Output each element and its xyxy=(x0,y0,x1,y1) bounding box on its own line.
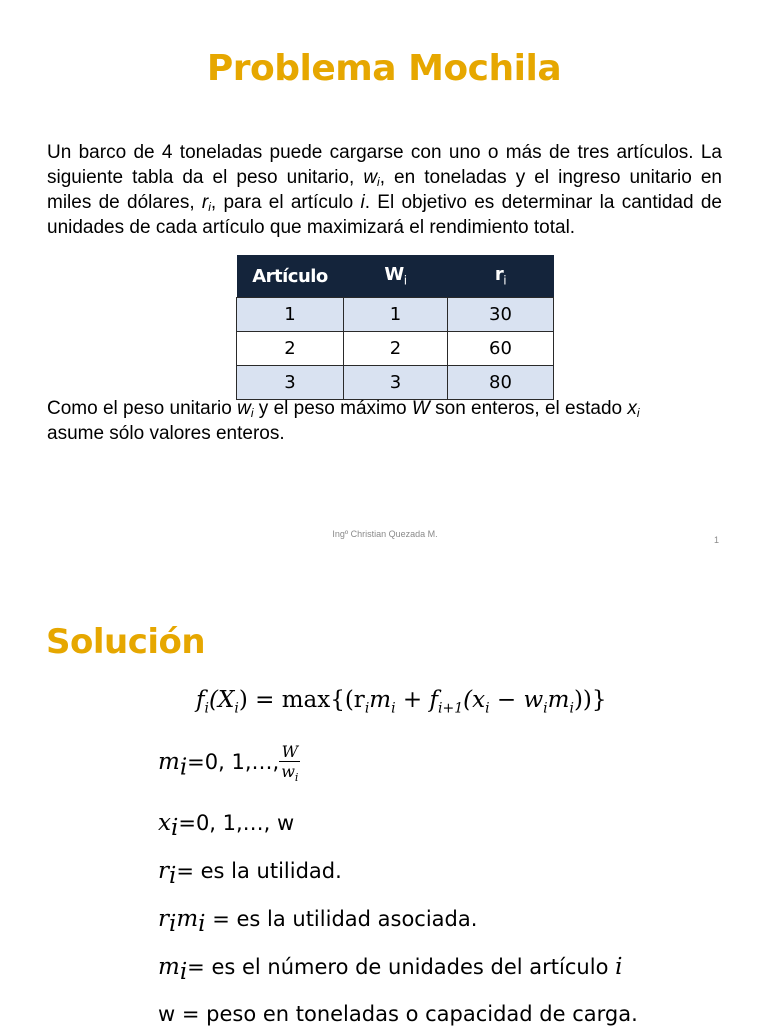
text: =0, 1,…, xyxy=(187,750,280,775)
text: = es el número de unidades del artículo xyxy=(187,955,616,979)
var: m xyxy=(158,954,180,980)
header-r xyxy=(448,255,554,298)
var: x xyxy=(627,398,637,419)
math-sub: i+1 xyxy=(438,700,464,717)
var-sub: i xyxy=(208,200,211,214)
var-sub: i xyxy=(377,175,380,189)
var-sub: i xyxy=(179,754,188,781)
var: w xyxy=(363,167,378,188)
slide-title: Problema Mochila xyxy=(206,48,562,89)
math-arg: (x xyxy=(463,687,486,713)
table-row xyxy=(237,366,554,400)
math-m: m xyxy=(547,687,570,713)
var: x xyxy=(158,810,171,836)
math-sub: i xyxy=(543,700,548,717)
text: Como el peso unitario xyxy=(47,398,238,419)
slide-gap xyxy=(0,560,768,592)
header-label: Artículo xyxy=(252,265,328,287)
var: i xyxy=(615,954,623,980)
math-close: ))} xyxy=(573,687,607,713)
math-f: f xyxy=(196,687,205,713)
var-sub: i xyxy=(169,863,177,890)
slide-2 xyxy=(0,592,768,1024)
var-sub: i xyxy=(294,771,299,785)
items-table xyxy=(236,255,554,400)
table-cell: 2 xyxy=(237,332,344,366)
fraction-num: W xyxy=(279,742,300,762)
text: Un barco de 4 toneladas puede cargarse con uno o más de tres artículos. La siguiente tabla da el peso unitario, xyxy=(47,142,722,188)
def-m-range xyxy=(158,742,300,784)
table-cell: 60 xyxy=(448,332,554,366)
def-r xyxy=(158,858,342,889)
var-sub: i xyxy=(198,911,206,938)
table-cell: 80 xyxy=(448,366,554,400)
slide-title: Solución xyxy=(46,622,206,662)
math-sub: i xyxy=(569,700,574,717)
def-rm xyxy=(158,906,477,937)
recurrence-formula xyxy=(196,687,607,717)
var: i xyxy=(360,192,365,213)
math-arg: (X xyxy=(209,687,235,713)
var-sub: i xyxy=(250,406,254,420)
table-cell: 1 xyxy=(237,298,344,332)
math-m: m xyxy=(369,687,392,713)
var: m xyxy=(158,749,180,776)
var: W xyxy=(411,398,430,419)
var-sub: i xyxy=(169,911,177,938)
table-cell: 3 xyxy=(344,366,448,400)
text: =0, 1,…, w xyxy=(178,811,295,835)
table-row xyxy=(237,332,554,366)
text: asume sólo valores enteros. xyxy=(47,423,285,444)
var: r xyxy=(201,192,209,213)
var-sub: i xyxy=(170,815,179,842)
def-x-range xyxy=(158,810,294,841)
math-plus: + f xyxy=(395,687,438,713)
fraction xyxy=(279,742,300,784)
math-eq: ) = max{(r xyxy=(238,687,365,713)
text: , en toneladas y el ingreso unitario en miles de dólares, xyxy=(47,167,722,213)
math-sub: i xyxy=(204,700,209,717)
problem-paragraph xyxy=(47,140,722,240)
var: w xyxy=(281,762,295,781)
math-sub: i xyxy=(234,700,239,717)
var: w xyxy=(237,398,251,419)
table-cell: 30 xyxy=(448,298,554,332)
header-label: r xyxy=(494,264,504,286)
fraction-den xyxy=(279,762,300,784)
text: , para el artículo xyxy=(210,192,361,213)
header-label: W xyxy=(384,264,404,286)
text: . El objetivo es determinar la cantidad de unidades de cada artículo que maximizará el rendimiento total. xyxy=(47,192,722,238)
text: son enteros, el estado xyxy=(429,398,628,419)
var: r xyxy=(158,858,169,884)
math-minus: − w xyxy=(489,687,544,713)
text: y el peso máximo xyxy=(253,398,412,419)
math-sub: i xyxy=(364,700,370,717)
header-sub: i xyxy=(403,273,407,288)
header-sub: i xyxy=(503,273,507,288)
text: = es la utilidad. xyxy=(176,859,342,883)
table-cell: 3 xyxy=(237,366,344,400)
page-number: 1 xyxy=(714,535,720,545)
def-m-units xyxy=(158,954,622,985)
table-header-row xyxy=(237,255,554,298)
note-paragraph xyxy=(47,396,722,446)
table-cell: 2 xyxy=(344,332,448,366)
var-sub: i xyxy=(636,406,640,420)
header-w xyxy=(344,255,448,298)
var: r xyxy=(158,906,169,932)
math-sub: i xyxy=(485,700,490,717)
text: = es la utilidad asociada. xyxy=(205,907,478,931)
var-sub: i xyxy=(179,959,188,986)
def-w: w = peso en toneladas o capacidad de carga. xyxy=(158,1002,638,1026)
table-cell: 1 xyxy=(344,298,448,332)
table-row xyxy=(237,298,554,332)
footer-author: Ingº Christian Quezada M. xyxy=(332,529,438,539)
var: m xyxy=(176,906,199,932)
math-sub: i xyxy=(391,700,396,717)
header-articulo xyxy=(237,255,344,298)
